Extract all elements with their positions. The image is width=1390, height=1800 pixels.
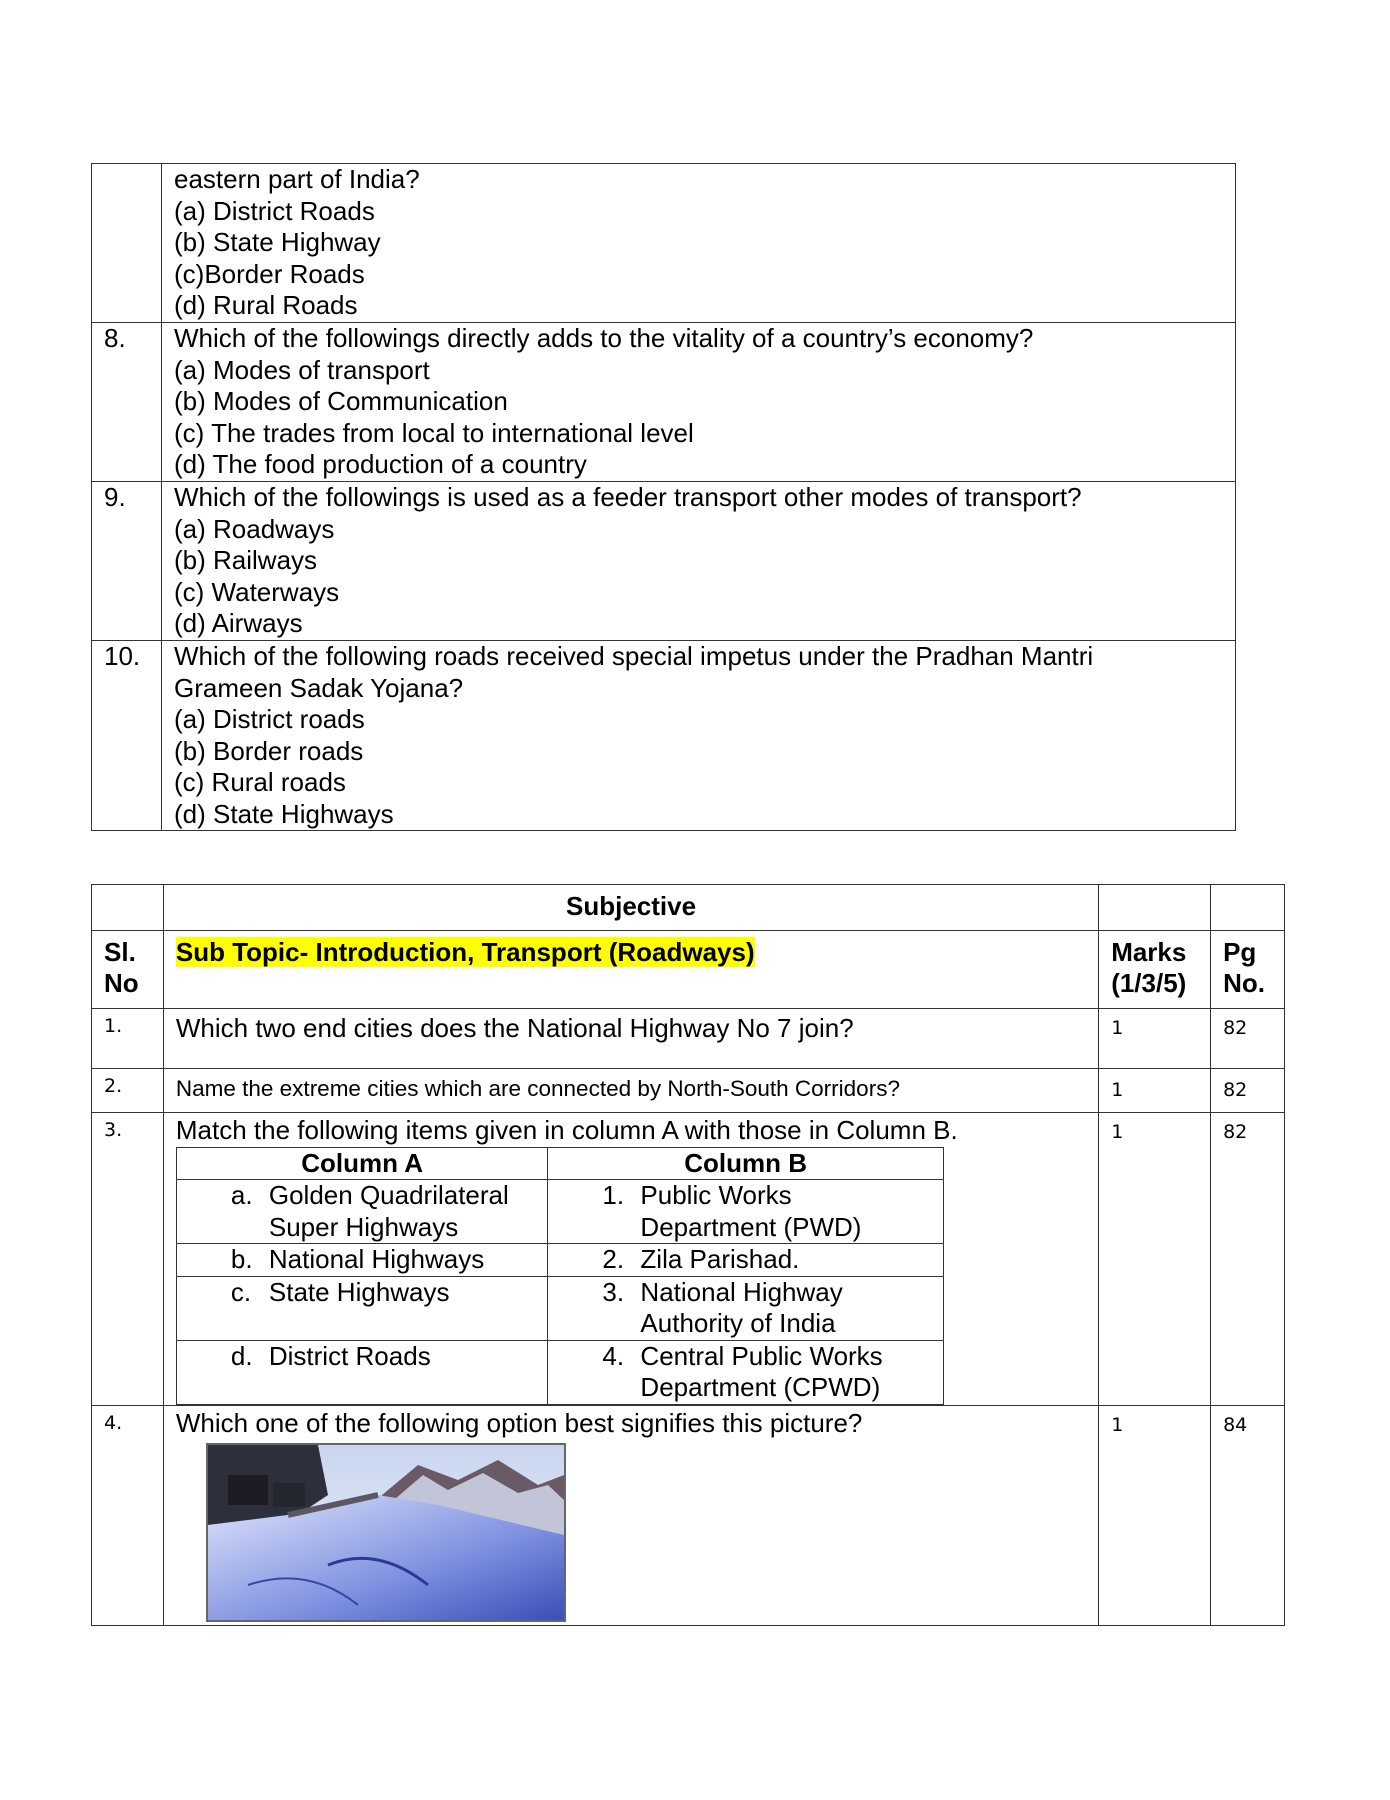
- column-b-item: Central Public Works: [640, 1340, 883, 1371]
- column-b-item-cont: Department (PWD): [640, 1211, 862, 1242]
- question-text: Which one of the following option best signifies this picture?: [175, 1407, 863, 1438]
- question-number: 10.: [92, 641, 162, 831]
- row-number: 2.: [104, 1075, 123, 1097]
- snowy-mountain-road-picture: [206, 1443, 566, 1622]
- question-text: eastern part of India?: [174, 164, 420, 194]
- marks-value: 1: [1111, 1079, 1124, 1101]
- option-b: (b) Railways: [174, 545, 318, 575]
- question-text-cont: Grameen Sadak Yojana?: [174, 672, 464, 703]
- column-a-item: State Highways: [268, 1276, 450, 1307]
- column-a-item-cont: Super Highways: [268, 1211, 459, 1242]
- question-text: Which two end cities does the National Highway No 7 join?: [175, 1013, 854, 1043]
- column-a-item: District Roads: [268, 1340, 431, 1371]
- item-marker: d.: [230, 1340, 253, 1371]
- table-row: [92, 1069, 1285, 1113]
- page-value: 82: [1223, 1017, 1248, 1039]
- row-number: 1.: [104, 1015, 123, 1037]
- match-row: [176, 1244, 943, 1277]
- page-value: 82: [1223, 1079, 1248, 1101]
- row-number: 4.: [104, 1411, 123, 1434]
- column-b-header: Column B: [548, 1147, 943, 1180]
- question-number: [92, 164, 162, 323]
- column-a-item: National Highways: [268, 1244, 485, 1274]
- item-marker: 1.: [602, 1180, 625, 1210]
- marks-value: 1: [1111, 1121, 1124, 1143]
- column-b-item: Public Works: [640, 1180, 792, 1210]
- option-a: (a) District roads: [174, 704, 365, 734]
- match-row: [176, 1180, 943, 1244]
- option-b: (b) State Highway: [174, 227, 381, 257]
- item-marker: 4.: [602, 1340, 625, 1371]
- item-marker: a.: [230, 1180, 253, 1210]
- mcq-table: [91, 163, 1236, 831]
- question-body: [162, 323, 1236, 482]
- table-row: [92, 1009, 1285, 1069]
- column-a-header: Column A: [176, 1147, 548, 1180]
- option-c: (c) Waterways: [174, 576, 340, 607]
- question-text: Which of the followings directly adds to the vitality of a country’s economy?: [174, 323, 1034, 353]
- question-text: Which of the following roads received special impetus under the Pradhan Mantri: [174, 641, 1094, 671]
- question-text: Which of the followings is used as a feeder transport other modes of transport?: [174, 482, 1082, 512]
- option-a: (a) Roadways: [174, 513, 335, 544]
- row-number: 3.: [104, 1119, 123, 1141]
- option-a: (a) District Roads: [174, 195, 375, 226]
- option-d: (d) State Highways: [174, 798, 394, 829]
- marks-value: 1: [1111, 1017, 1124, 1039]
- item-marker: b.: [230, 1244, 253, 1274]
- marks-header: Marks (1/3/5): [1099, 931, 1211, 1009]
- option-c: (c) Rural roads: [174, 767, 346, 797]
- page-value: 84: [1223, 1413, 1248, 1436]
- column-b-item: National Highway: [640, 1276, 843, 1307]
- page-value: 82: [1223, 1121, 1248, 1143]
- option-d: (d) Airways: [174, 608, 303, 638]
- section-title: Subjective: [566, 891, 697, 921]
- table-row: [92, 1405, 1285, 1625]
- mcq-row: [92, 641, 1236, 831]
- option-b: (b) Modes of Communication: [174, 386, 508, 416]
- title-row: [92, 885, 1285, 931]
- mcq-row: [92, 323, 1236, 482]
- question-body: [162, 164, 1236, 323]
- page-header: Pg No.: [1211, 931, 1285, 1009]
- sl-no-header: Sl. No: [92, 931, 164, 1009]
- question-number: 8.: [92, 323, 162, 482]
- item-marker: c.: [230, 1276, 252, 1307]
- subtopic-heading: Sub Topic- Introduction, Transport (Roadways): [175, 937, 755, 967]
- column-b-item-cont: Department (CPWD): [640, 1372, 881, 1402]
- option-d: (d) The food production of a country: [174, 449, 587, 479]
- column-b-item-cont: Authority of India: [640, 1308, 836, 1338]
- option-c: (c) The trades from local to international level: [174, 417, 694, 448]
- option-d: (d) Rural Roads: [174, 290, 358, 320]
- item-marker: 2.: [602, 1244, 625, 1274]
- question-body: [162, 482, 1236, 641]
- mcq-row: [92, 164, 1236, 323]
- option-a: (a) Modes of transport: [174, 354, 430, 385]
- match-header-row: [176, 1147, 943, 1180]
- match-table: [176, 1147, 944, 1405]
- table-row: [92, 1113, 1285, 1406]
- marks-value: 1: [1111, 1413, 1124, 1436]
- match-row: [176, 1276, 943, 1340]
- question-text: Match the following items given in column A with those in Column B.: [175, 1115, 958, 1145]
- column-a-item: Golden Quadrilateral: [268, 1180, 509, 1210]
- match-row: [176, 1340, 943, 1404]
- item-marker: 3.: [602, 1276, 625, 1307]
- subjective-table: [91, 884, 1285, 1626]
- option-c: (c)Border Roads: [174, 258, 365, 289]
- column-b-item: Zila Parishad.: [640, 1244, 800, 1274]
- header-row: [92, 931, 1285, 1009]
- question-text: Name the extreme cities which are connected by North-South Corridors?: [175, 1076, 900, 1101]
- question-number: 9.: [92, 482, 162, 641]
- mcq-row: [92, 482, 1236, 641]
- option-b: (b) Border roads: [174, 735, 364, 766]
- question-body: [162, 641, 1236, 831]
